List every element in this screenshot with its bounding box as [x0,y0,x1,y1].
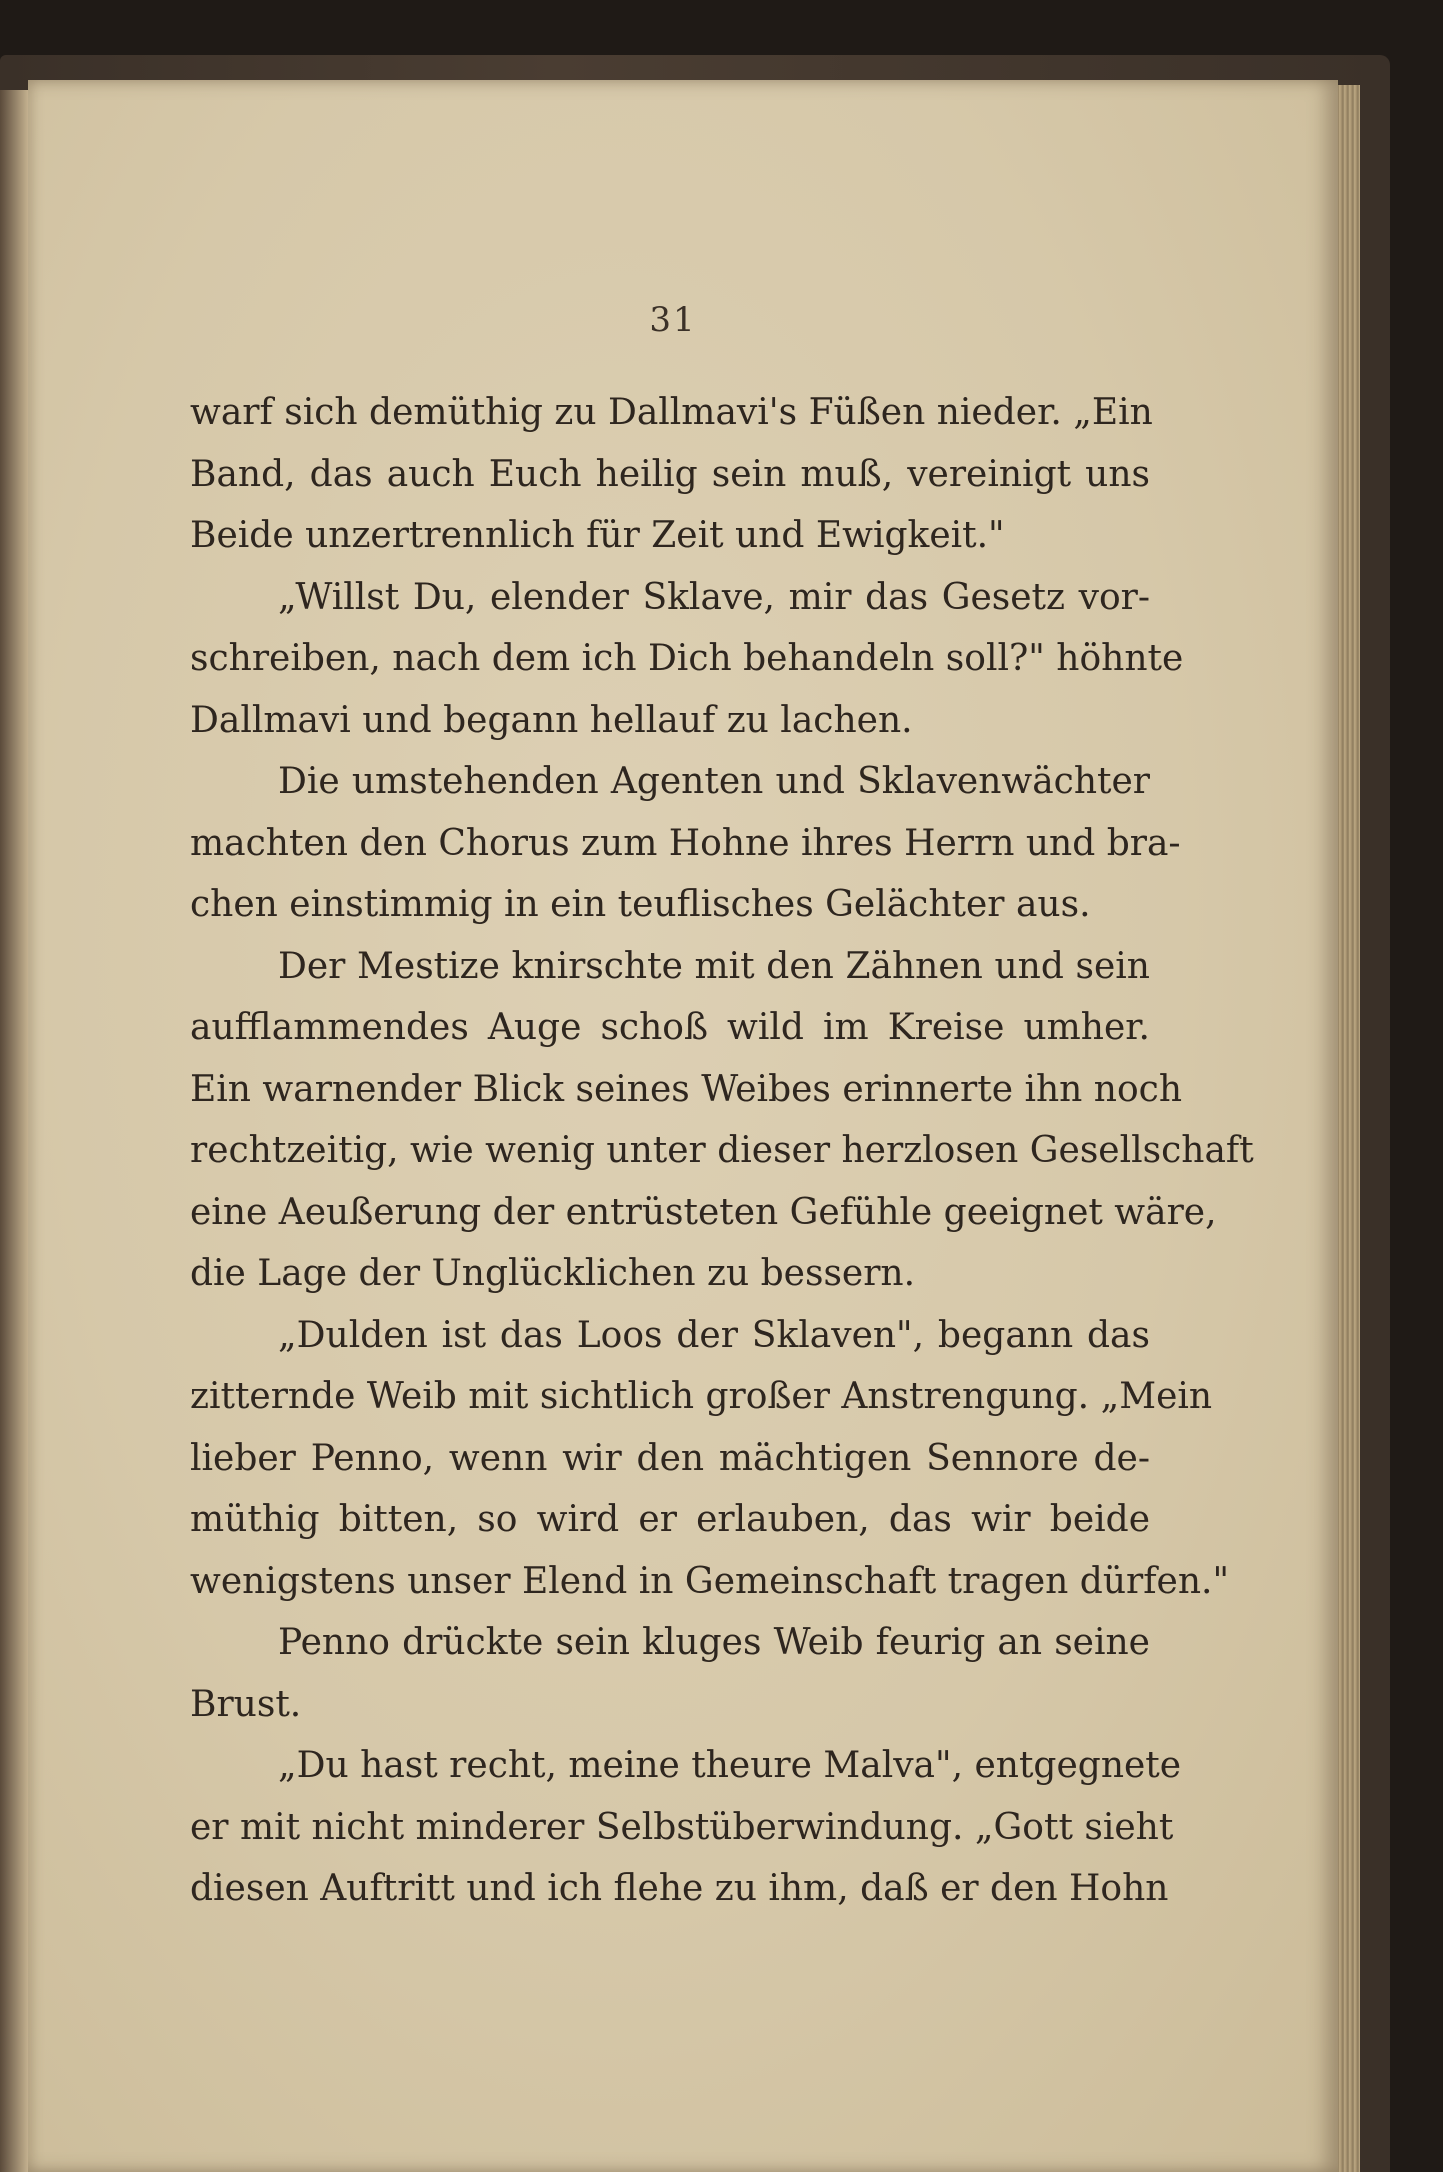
text-line: „Du hast recht, meine theure Malva", entgegnete [278,1745,1182,1786]
text-line: chen einstimmig in ein teuflisches Gelächter aus. [190,884,1091,925]
text-line: er mit nicht minderer Selbstüberwindung. „Gott sieht [190,1806,1174,1848]
book-page [28,80,1338,2172]
text-line: „Willst Du, elender Sklave, mir das Gesetz vor- [278,576,1150,618]
text-line: zitternde Weib mit sichtlich großer Anstrengung. „Mein [190,1376,1213,1417]
text-line: Ein warnender Blick seines Weibes erinnerte ihn noch [190,1068,1183,1110]
book-spine-edge [0,90,30,2172]
text-line: Beide unzertrennlich für Zeit und Ewigkeit." [190,515,1005,556]
text-line: rechtzeitig, wie wenig unter dieser herzlosen Gesellschaft [190,1130,1254,1171]
page-number: 31 [649,300,697,340]
text-line: eine Aeußerung der entrüsteten Gefühle geeignet wäre, [190,1191,1217,1233]
page-edges [1335,85,1360,2172]
text-line: schreiben, nach dem ich Dich behandeln soll?" höhnte [190,638,1184,679]
text-line: Band, das auch Euch heilig sein muß, vereinigt uns [190,453,1150,495]
text-line: warf sich demüthig zu Dallmavi's Füßen nieder. „Ein [190,392,1153,433]
body-text [190,382,1254,1920]
text-line: Die umstehenden Agenten und Sklavenwächter [278,761,1150,802]
text-line: aufflammendes Auge schoß wild im Kreise umher. [190,1007,1150,1048]
text-line: lieber Penno, wenn wir den mächtigen Sennore de- [190,1437,1150,1479]
text-line: Brust. [190,1683,302,1725]
text-line: die Lage der Unglücklichen zu bessern. [190,1253,916,1294]
text-line: diesen Auftritt und ich flehe zu ihm, daß er den Hohn [190,1868,1169,1909]
text-line: „Dulden ist das Loos der Sklaven", begann das [278,1314,1150,1356]
text-line: machten den Chorus zum Hohne ihres Herrn und bra- [190,822,1181,864]
text-line: Der Mestize knirschte mit den Zähnen und sein [278,945,1150,987]
text-line: Penno drückte sein kluges Weib feurig an seine [278,1622,1150,1663]
text-line: Dallmavi und begann hellauf zu lachen. [190,699,913,741]
text-line: wenigstens unser Elend in Gemeinschaft tragen dürfen." [190,1560,1230,1602]
text-line: müthig bitten, so wird er erlauben, das wir beide [190,1499,1150,1540]
